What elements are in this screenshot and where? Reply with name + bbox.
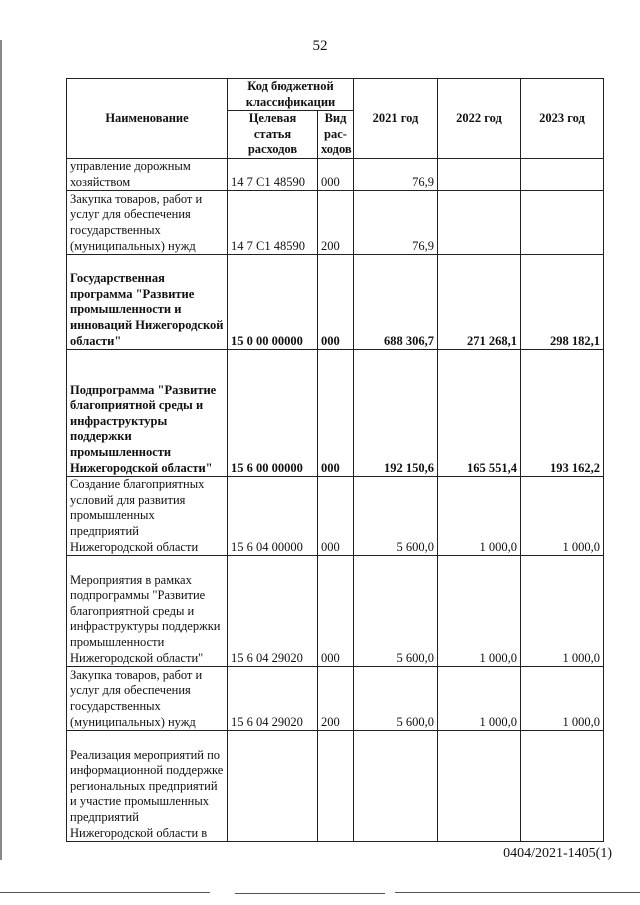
row-target-article: 14 7 С1 48590 bbox=[228, 191, 318, 255]
row-amount-2021 bbox=[354, 731, 438, 842]
row-amount-2022: 1 000,0 bbox=[438, 556, 521, 667]
row-expense-type: 000 bbox=[318, 556, 354, 667]
row-amount-2023: 1 000,0 bbox=[521, 556, 604, 667]
table-row bbox=[67, 255, 604, 350]
header-2023: 2023 год bbox=[521, 79, 604, 159]
row-name: Закупка товаров, работ и услуг для обеспечения государственных (муниципальных) нужд bbox=[67, 191, 228, 255]
row-expense-type: 000 bbox=[318, 255, 354, 350]
budget-table bbox=[66, 78, 604, 842]
row-name: Закупка товаров, работ и услуг для обеспечения государственных (муниципальных) нужд bbox=[67, 667, 228, 731]
row-expense-type bbox=[318, 731, 354, 842]
row-amount-2022: 271 268,1 bbox=[438, 255, 521, 350]
row-expense-type: 000 bbox=[318, 158, 354, 190]
row-expense-type: 000 bbox=[318, 350, 354, 477]
row-target-article bbox=[228, 731, 318, 842]
row-expense-type: 200 bbox=[318, 191, 354, 255]
row-amount-2021: 192 150,6 bbox=[354, 350, 438, 477]
row-name: Подпрограмма "Развитие благоприятной среды и инфраструктуры поддержки промышленности Нижегородской области" bbox=[67, 350, 228, 477]
page-number: 52 bbox=[312, 38, 328, 54]
row-amount-2021: 5 600,0 bbox=[354, 477, 438, 556]
header-row-top bbox=[67, 79, 604, 111]
table-row bbox=[67, 667, 604, 731]
table-body bbox=[67, 158, 604, 841]
row-amount-2022 bbox=[438, 191, 521, 255]
row-target-article: 15 6 00 00000 bbox=[228, 350, 318, 477]
row-name: Создание благоприятных условий для развития промышленных предприятий Нижегородской области bbox=[67, 477, 228, 556]
document-code: 0404/2021-1405(1) bbox=[503, 846, 612, 861]
scan-bottom-line bbox=[0, 892, 210, 893]
table-row bbox=[67, 191, 604, 255]
row-target-article: 15 0 00 00000 bbox=[228, 255, 318, 350]
row-amount-2021: 76,9 bbox=[354, 158, 438, 190]
table-row bbox=[67, 731, 604, 842]
row-amount-2022: 1 000,0 bbox=[438, 667, 521, 731]
row-target-article: 14 7 С1 48590 bbox=[228, 158, 318, 190]
row-expense-type: 200 bbox=[318, 667, 354, 731]
header-target-article: Целевая статья расходов bbox=[228, 111, 318, 159]
row-amount-2023 bbox=[521, 731, 604, 842]
row-name: Реализация мероприятий по информационной поддержке региональных предприятий и участие промышленных предприятий Нижегородской области в bbox=[67, 731, 228, 842]
row-amount-2022 bbox=[438, 158, 521, 190]
row-target-article: 15 6 04 29020 bbox=[228, 556, 318, 667]
table-row bbox=[67, 477, 604, 556]
row-amount-2023: 1 000,0 bbox=[521, 477, 604, 556]
row-name: Государственная программа "Развитие промышленности и инноваций Нижегородской области" bbox=[67, 255, 228, 350]
row-expense-type: 000 bbox=[318, 477, 354, 556]
row-amount-2021: 5 600,0 bbox=[354, 556, 438, 667]
row-amount-2021: 5 600,0 bbox=[354, 667, 438, 731]
scan-bottom-line bbox=[395, 892, 640, 893]
header-name: Наименование bbox=[67, 79, 228, 159]
scan-edge-mark bbox=[0, 40, 2, 860]
row-amount-2022: 165 551,4 bbox=[438, 350, 521, 477]
row-target-article: 15 6 04 29020 bbox=[228, 667, 318, 731]
row-name: Мероприятия в рамках подпрограммы "Развитие благоприятной среды и инфраструктуры поддержки промышленности Нижегородской области" bbox=[67, 556, 228, 667]
table-row bbox=[67, 556, 604, 667]
header-expense-type: Вид рас-ходов bbox=[318, 111, 354, 159]
row-target-article: 15 6 04 00000 bbox=[228, 477, 318, 556]
row-amount-2022: 1 000,0 bbox=[438, 477, 521, 556]
row-name: управление дорожным хозяйством bbox=[67, 158, 228, 190]
table-row bbox=[67, 350, 604, 477]
row-amount-2023 bbox=[521, 191, 604, 255]
scan-bottom-line bbox=[235, 893, 385, 894]
row-amount-2023: 298 182,1 bbox=[521, 255, 604, 350]
table-row bbox=[67, 158, 604, 190]
row-amount-2022 bbox=[438, 731, 521, 842]
row-amount-2023 bbox=[521, 158, 604, 190]
row-amount-2021: 76,9 bbox=[354, 191, 438, 255]
header-kbk-group: Код бюджетной классификации bbox=[228, 79, 354, 111]
header-2022: 2022 год bbox=[438, 79, 521, 159]
row-amount-2023: 193 162,2 bbox=[521, 350, 604, 477]
row-amount-2023: 1 000,0 bbox=[521, 667, 604, 731]
header-2021: 2021 год bbox=[354, 79, 438, 159]
row-amount-2021: 688 306,7 bbox=[354, 255, 438, 350]
